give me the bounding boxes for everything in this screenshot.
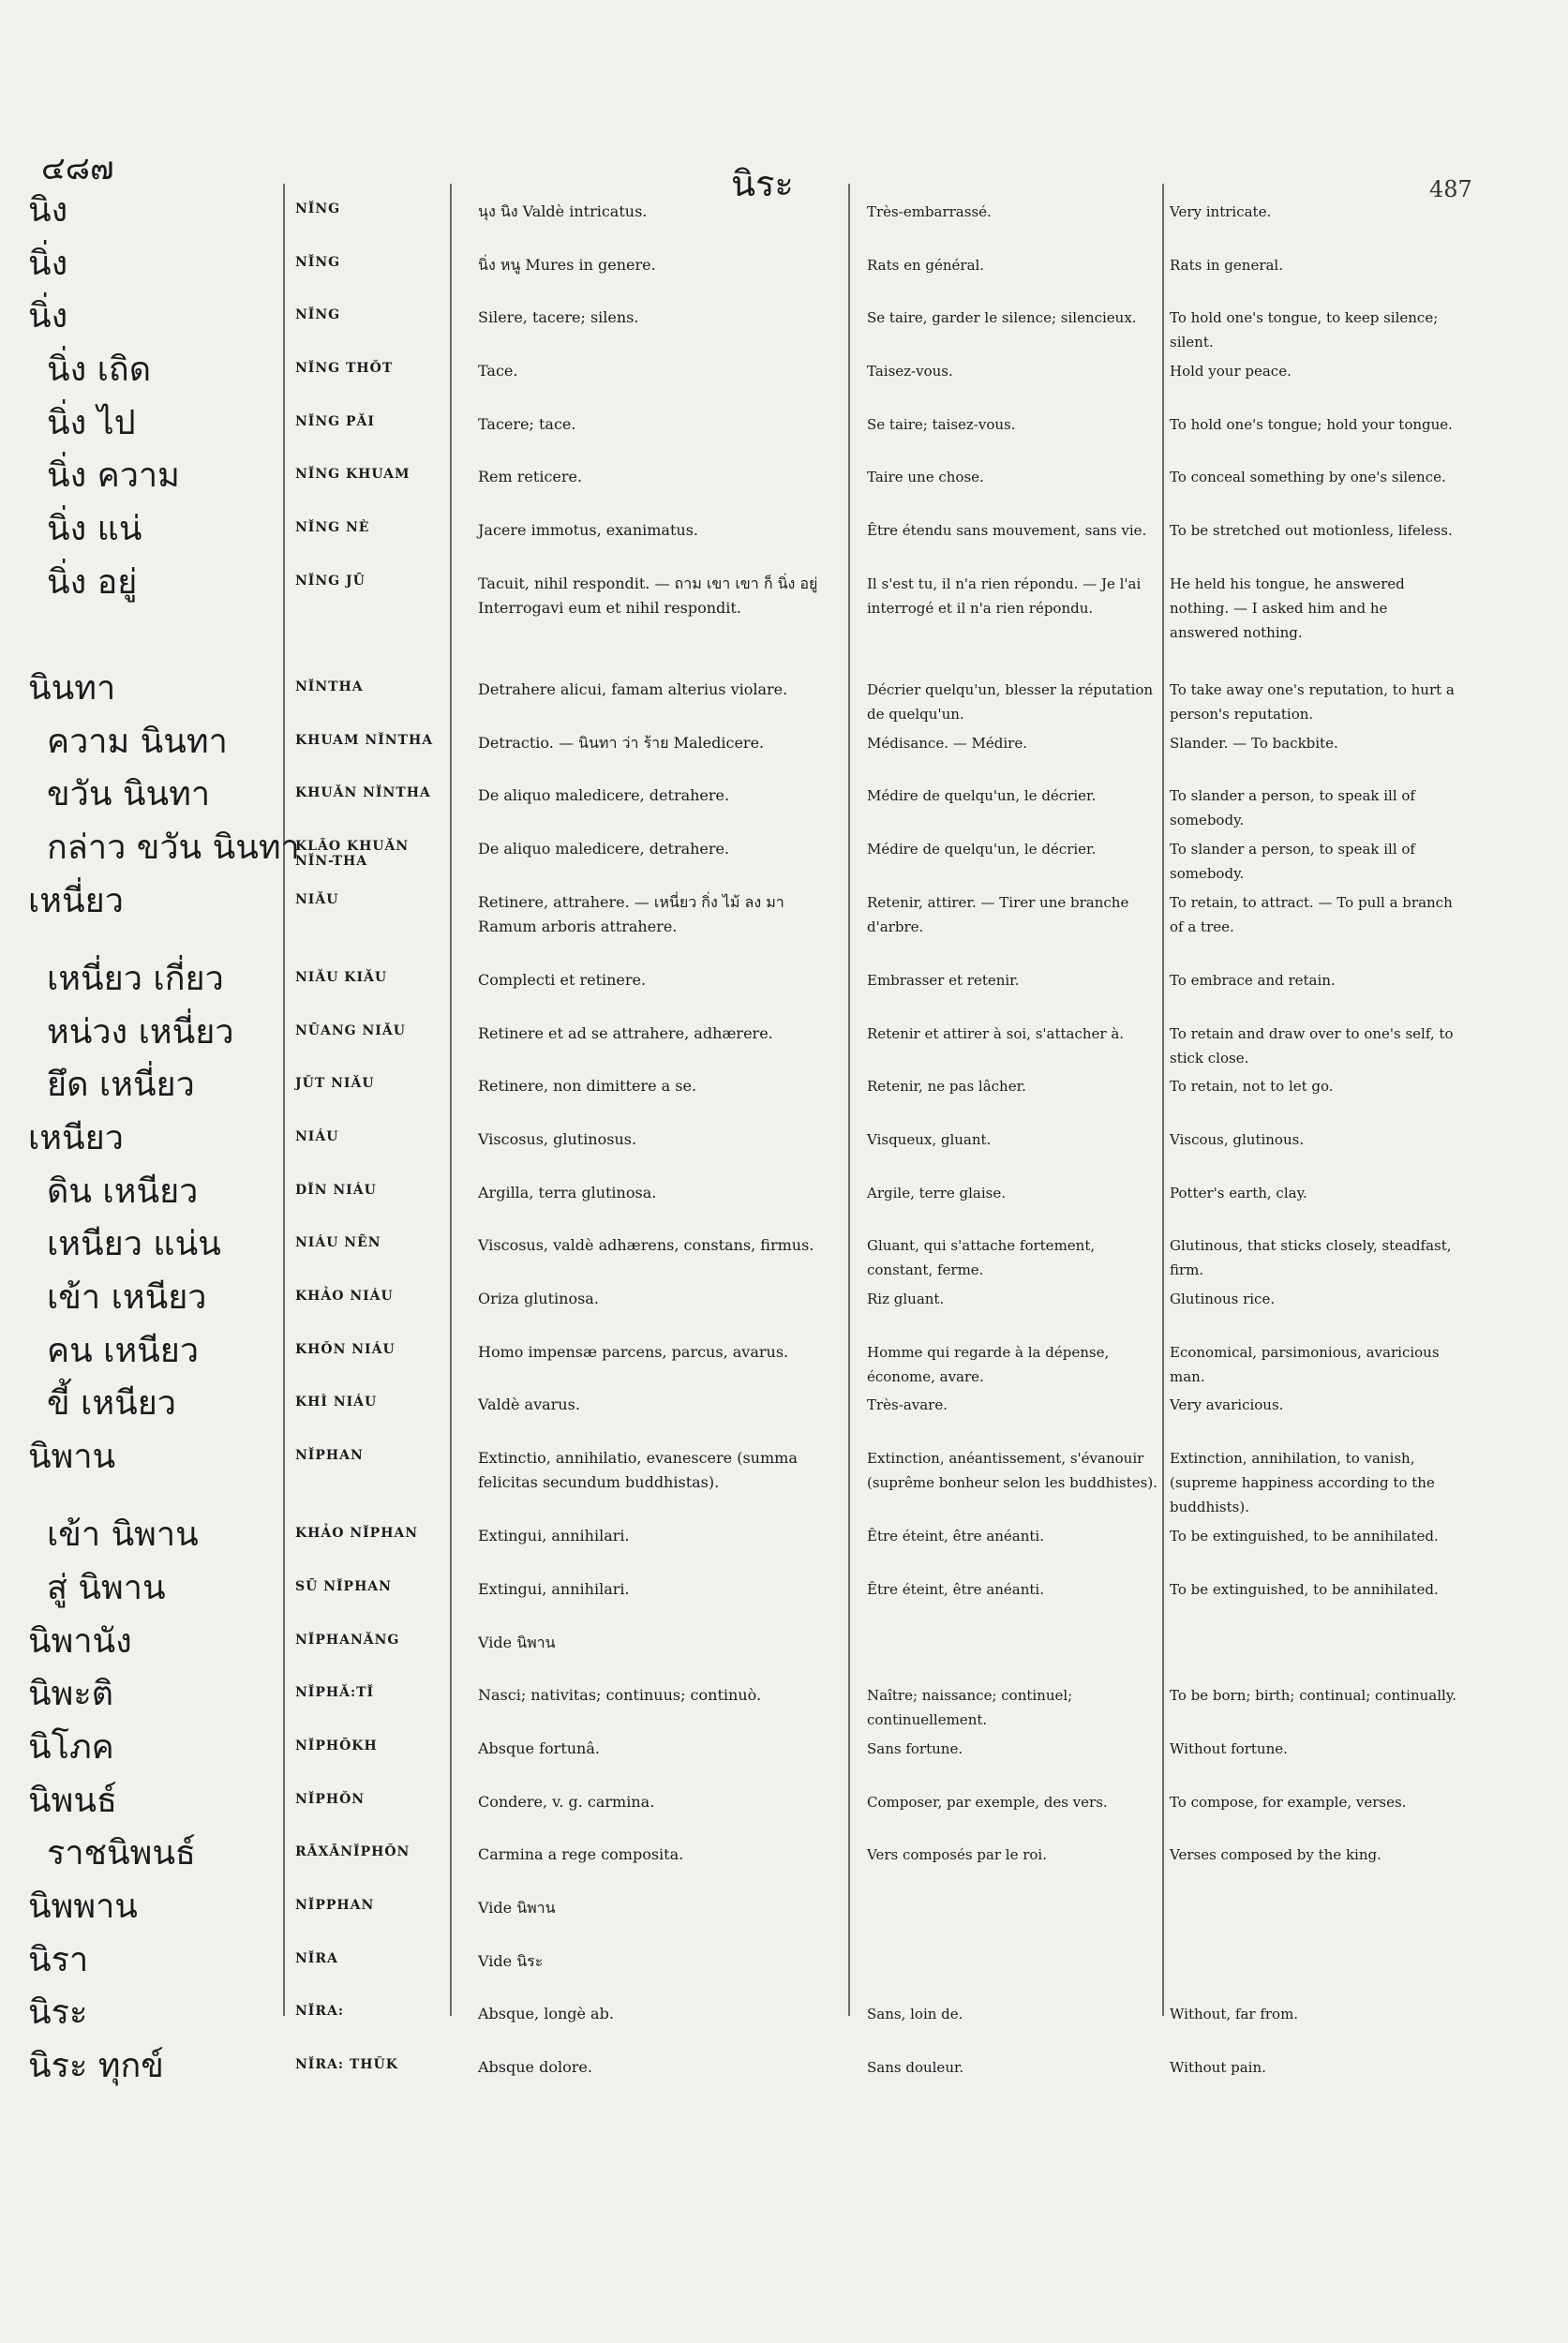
- latin-definition: Retinere, attrahere. — เหนี่ยว กิ่ง ไม้ ลง มา Ramum arboris attrahere.: [478, 893, 784, 935]
- latin-definition: Oriza glutinosa.: [478, 1290, 599, 1307]
- thai-headword: นินทา: [28, 669, 116, 708]
- romanization: KHẢO NĬPHAN: [295, 1526, 419, 1541]
- latin-definition: Argilla, terra glutinosa.: [478, 1184, 657, 1201]
- english-definition: Economical, parsimonious, avaricious man.: [1170, 1344, 1440, 1385]
- page-keyword: นิระ: [731, 163, 794, 204]
- french-definition: Taire une chose.: [867, 469, 984, 485]
- romanization: NĬNG PĂI: [295, 414, 375, 429]
- latin-definition: Condere, v. g. carmina.: [478, 1793, 655, 1811]
- french-definition: Se taire, garder le silence; silencieux.: [867, 309, 1137, 326]
- romanization: NIÁU: [295, 1129, 339, 1144]
- thai-headword: ดิน เหนียว: [47, 1172, 199, 1211]
- french-definition: Gluant, qui s'attache fortement, constant, ferme.: [867, 1237, 1096, 1278]
- romanization: NĬPHŌKH: [295, 1739, 378, 1754]
- romanization: SŪ NĬPHAN: [295, 1579, 392, 1594]
- romanization: NIÁU NẼN: [295, 1235, 381, 1250]
- thai-headword: เหนียว แน่น: [47, 1225, 221, 1263]
- column-rule: [283, 184, 285, 2016]
- english-definition: To slander a person, to speak ill of somebody.: [1170, 841, 1415, 882]
- romanization: NĬNG: [295, 201, 341, 216]
- thai-headword: นิ่ง เถิด: [47, 351, 152, 389]
- latin-definition: Detrahere alicui, famam alterius violare.: [478, 680, 788, 698]
- english-definition: To conceal something by one's silence.: [1170, 469, 1446, 485]
- romanization: JŬT NIĂU: [295, 1076, 375, 1091]
- thai-headword: นิ่ง แน่: [47, 510, 142, 548]
- column-rule: [450, 184, 452, 2016]
- thai-headword: นิ่ง ความ: [47, 456, 180, 495]
- english-definition: Without pain.: [1170, 2059, 1266, 2076]
- latin-definition: นิ่ง หนู Mures in genere.: [478, 256, 656, 274]
- romanization: NĬPHŎN: [295, 1792, 366, 1807]
- french-definition: Sans fortune.: [867, 1740, 963, 1757]
- french-definition: Visqueux, gluant.: [867, 1131, 992, 1148]
- romanization: NIĂU: [295, 892, 339, 907]
- thai-headword: นิพนธ์: [28, 1782, 117, 1820]
- english-definition: To slander a person, to speak ill of somebody.: [1170, 787, 1415, 828]
- latin-definition: Nasci; nativitas; continuus; continuò.: [478, 1686, 762, 1704]
- romanization: NĬPHĂ:TĬ: [295, 1685, 375, 1700]
- latin-definition: Absque fortunâ.: [478, 1739, 600, 1757]
- french-definition: Sans, loin de.: [867, 2006, 963, 2022]
- latin-definition: Extinctio, annihilatio, evanescere (summa felicitas secundum buddhistas).: [478, 1449, 798, 1491]
- french-definition: Retenir, attirer. — Tirer une branche d'arbre.: [867, 894, 1129, 935]
- french-definition: Il s'est tu, il n'a rien répondu. — Je l'ai interrogé et il n'a rien répondu.: [867, 575, 1142, 617]
- latin-definition: Absque dolore.: [478, 2058, 592, 2076]
- latin-definition: Tacuit, nihil respondit. — ถาม เขา เขา ก็ นิ่ง อยู่ Interrogavi eum et nihil respondit.: [478, 575, 818, 617]
- english-definition: Glutinous rice.: [1170, 1291, 1276, 1307]
- romanization: KHUĂN NĬNTHA: [295, 785, 431, 800]
- latin-definition: Complecti et retinere.: [478, 971, 647, 989]
- french-definition: Médire de quelqu'un, le décrier.: [867, 841, 1097, 858]
- french-definition: Sans douleur.: [867, 2059, 964, 2076]
- romanization: NĬNG: [295, 307, 341, 322]
- romanization: NĬRA: [295, 1951, 338, 1966]
- thai-headword: นิพานัง: [28, 1622, 132, 1661]
- romanization: NĬNG THŎT: [295, 361, 394, 376]
- latin-definition: Tace.: [478, 362, 518, 380]
- english-definition: Very intricate.: [1170, 203, 1272, 220]
- thai-headword: ขวัน นินทา: [47, 775, 211, 813]
- french-definition: Être éteint, être anéanti.: [867, 1581, 1044, 1598]
- english-definition: Glutinous, that sticks closely, steadfast, firm.: [1170, 1237, 1452, 1278]
- thai-headword: เข้า เหนียว: [47, 1278, 207, 1317]
- english-definition: Potter's earth, clay.: [1170, 1185, 1307, 1201]
- french-definition: Médire de quelqu'un, le décrier.: [867, 787, 1097, 804]
- thai-headword: เหนียว: [28, 1119, 124, 1157]
- english-definition: Without, far from.: [1170, 2006, 1299, 2022]
- column-rule: [1162, 184, 1164, 2016]
- french-definition: Être éteint, être anéanti.: [867, 1528, 1044, 1545]
- english-definition: To embrace and retain.: [1170, 972, 1336, 989]
- latin-definition: Carmina a rege composita.: [478, 1845, 684, 1863]
- romanization: NŪANG NIĂU: [295, 1023, 406, 1038]
- thai-headword: นิรา: [28, 1941, 89, 1979]
- romanization: KHUAM NĬNTHA: [295, 733, 434, 748]
- thai-headword: เหนี่ยว เกี่ยว: [47, 960, 224, 998]
- english-definition: To compose, for example, verses.: [1170, 1794, 1407, 1811]
- romanization: KHẢO NIÁU: [295, 1289, 394, 1304]
- thai-headword: นิ่ง: [28, 245, 68, 283]
- romanization: NĬPPHAN: [295, 1898, 375, 1913]
- latin-definition: Vide นิพาน: [478, 1899, 556, 1917]
- english-definition: To hold one's tongue; hold your tongue.: [1170, 416, 1453, 433]
- latin-definition: De aliquo maledicere, detrahere.: [478, 786, 730, 804]
- latin-definition: Tacere; tace.: [478, 415, 576, 433]
- thai-headword: นิพาน: [28, 1438, 116, 1476]
- romanization: NĬRA:: [295, 2004, 345, 2019]
- thai-headword: กล่าว ขวัน นินทา: [47, 828, 300, 867]
- thai-headword: หน่วง เหนี่ยว: [47, 1013, 234, 1052]
- thai-headword: นิระ: [28, 1993, 88, 2032]
- french-definition: Embrasser et retenir.: [867, 972, 1020, 989]
- french-definition: Naître; naissance; continuel; continuellement.: [867, 1687, 1073, 1728]
- romanization: NĬNG NÈ: [295, 520, 370, 535]
- latin-definition: Extingui, annihilari.: [478, 1527, 630, 1545]
- romanization: KLĀO KHUĂN NĬN-THA: [295, 839, 410, 869]
- thai-headword: นิพพาน: [28, 1888, 138, 1926]
- french-definition: Homme qui regarde à la dépense, économe, avare.: [867, 1344, 1110, 1385]
- romanization: NIĂU KIĂU: [295, 970, 388, 985]
- latin-definition: Jacere immotus, exanimatus.: [478, 521, 698, 539]
- thai-headword: ความ นินทา: [47, 723, 228, 761]
- latin-definition: Vide นิระ: [478, 1952, 544, 1970]
- thai-headword: เหนี่ยว: [28, 882, 124, 920]
- thai-headword: ขี้ เหนียว: [47, 1384, 177, 1423]
- thai-headword: นิ่ง ไป: [47, 404, 136, 442]
- page-number: 487: [1429, 176, 1472, 202]
- romanization: NĬNTHA: [295, 679, 364, 694]
- thai-headword: ยึด เหนี่ยว: [47, 1066, 195, 1104]
- thai-headword: นิพะติ: [28, 1675, 114, 1713]
- thai-headword: ราชนิพนธ์: [47, 1834, 196, 1873]
- english-definition: To be stretched out motionless, lifeless.: [1170, 522, 1453, 539]
- english-definition: Hold your peace.: [1170, 363, 1292, 380]
- french-definition: Retenir et attirer à soi, s'attacher à.: [867, 1025, 1125, 1042]
- latin-definition: Retinere, non dimittere a se.: [478, 1077, 697, 1095]
- english-definition: He held his tongue, he answered nothing. — I asked him and he answered nothing.: [1170, 575, 1405, 641]
- romanization: DĬN NIÁU: [295, 1183, 377, 1198]
- french-definition: Médisance. — Médire.: [867, 735, 1027, 752]
- french-definition: Se taire; taisez-vous.: [867, 416, 1016, 433]
- romanization: NĬRA: THŬK: [295, 2057, 398, 2072]
- thai-headword: นิระ ทุกข์: [28, 2047, 164, 2085]
- english-definition: Without fortune.: [1170, 1740, 1288, 1757]
- english-definition: To hold one's tongue, to keep silence; silent.: [1170, 309, 1439, 351]
- column-rule: [848, 184, 850, 2016]
- latin-definition: Viscosus, valdè adhærens, constans, firmus.: [478, 1236, 814, 1254]
- english-definition: Extinction, annihilation, to vanish, (supreme happiness according to the buddhists).: [1170, 1450, 1435, 1515]
- english-definition: Slander. — To backbite.: [1170, 735, 1338, 752]
- french-definition: Riz gluant.: [867, 1291, 945, 1307]
- english-definition: To be extinguished, to be annihilated.: [1170, 1581, 1439, 1598]
- english-definition: To retain, not to let go.: [1170, 1078, 1334, 1095]
- french-definition: Vers composés par le roi.: [867, 1846, 1047, 1863]
- latin-definition: Vide นิพาน: [478, 1634, 556, 1651]
- english-definition: To retain and draw over to one's self, to stick close.: [1170, 1025, 1454, 1067]
- latin-definition: นุง นิง Valdè intricatus.: [478, 202, 648, 220]
- thai-headword: นิโภค: [28, 1728, 114, 1767]
- french-definition: Argile, terre glaise.: [867, 1185, 1006, 1201]
- french-definition: Très-avare.: [867, 1396, 948, 1413]
- french-definition: Décrier quelqu'un, blesser la réputation de quelqu'un.: [867, 681, 1154, 723]
- thai-page-number: ๔๘๗: [41, 150, 114, 187]
- latin-definition: De aliquo maledicere, detrahere.: [478, 840, 730, 858]
- english-definition: Viscous, glutinous.: [1170, 1131, 1305, 1148]
- romanization: KHÌ NIÁU: [295, 1395, 378, 1410]
- romanization: RĀXĀNĬPHŎN: [295, 1844, 411, 1859]
- french-definition: Très-embarrassé.: [867, 203, 992, 220]
- thai-headword: นิ่ง อยู่: [47, 563, 138, 602]
- thai-headword: นิง: [28, 191, 68, 230]
- english-definition: Rats in general.: [1170, 257, 1283, 274]
- latin-definition: Valdè avarus.: [478, 1395, 580, 1413]
- english-definition: To retain, to attract. — To pull a branch of a tree.: [1170, 894, 1453, 935]
- latin-definition: Viscosus, glutinosus.: [478, 1130, 637, 1148]
- thai-headword: สู่ นิพาน: [47, 1569, 166, 1607]
- english-definition: To take away one's reputation, to hurt a person's reputation.: [1170, 681, 1455, 723]
- romanization: NĬPHAN: [295, 1448, 364, 1463]
- english-definition: Very avaricious.: [1170, 1396, 1284, 1413]
- romanization: NĬNG JŪ: [295, 574, 366, 589]
- latin-definition: Retinere et ad se attrahere, adhærere.: [478, 1024, 773, 1042]
- french-definition: Être étendu sans mouvement, sans vie.: [867, 522, 1147, 539]
- english-definition: To be extinguished, to be annihilated.: [1170, 1528, 1439, 1545]
- thai-headword: นิ่ง: [28, 297, 68, 336]
- french-definition: Extinction, anéantissement, s'évanouir (suprême bonheur selon les buddhistes).: [867, 1450, 1157, 1491]
- latin-definition: Homo impensæ parcens, parcus, avarus.: [478, 1343, 789, 1361]
- latin-definition: Extingui, annihilari.: [478, 1580, 630, 1598]
- english-definition: Verses composed by the king.: [1170, 1846, 1381, 1863]
- french-definition: Rats en général.: [867, 257, 985, 274]
- english-definition: To be born; birth; continual; continually.: [1170, 1687, 1457, 1704]
- french-definition: Retenir, ne pas lâcher.: [867, 1078, 1026, 1095]
- thai-headword: คน เหนียว: [47, 1332, 200, 1370]
- romanization: NĬNG KHUAM: [295, 467, 411, 482]
- romanization: NĬPHANĂNG: [295, 1633, 400, 1648]
- latin-definition: Absque, longè ab.: [478, 2005, 614, 2022]
- french-definition: Composer, par exemple, des vers.: [867, 1794, 1108, 1811]
- latin-definition: Rem reticere.: [478, 468, 583, 485]
- french-definition: Taisez-vous.: [867, 363, 953, 380]
- latin-definition: Silere, tacere; silens.: [478, 308, 639, 326]
- romanization: NĬNG: [295, 255, 341, 270]
- romanization: KHŎN NIÁU: [295, 1342, 396, 1357]
- latin-definition: Detractio. — นินทา ว่า ร้าย Maledicere.: [478, 734, 765, 752]
- thai-headword: เข้า นิพาน: [47, 1515, 199, 1554]
